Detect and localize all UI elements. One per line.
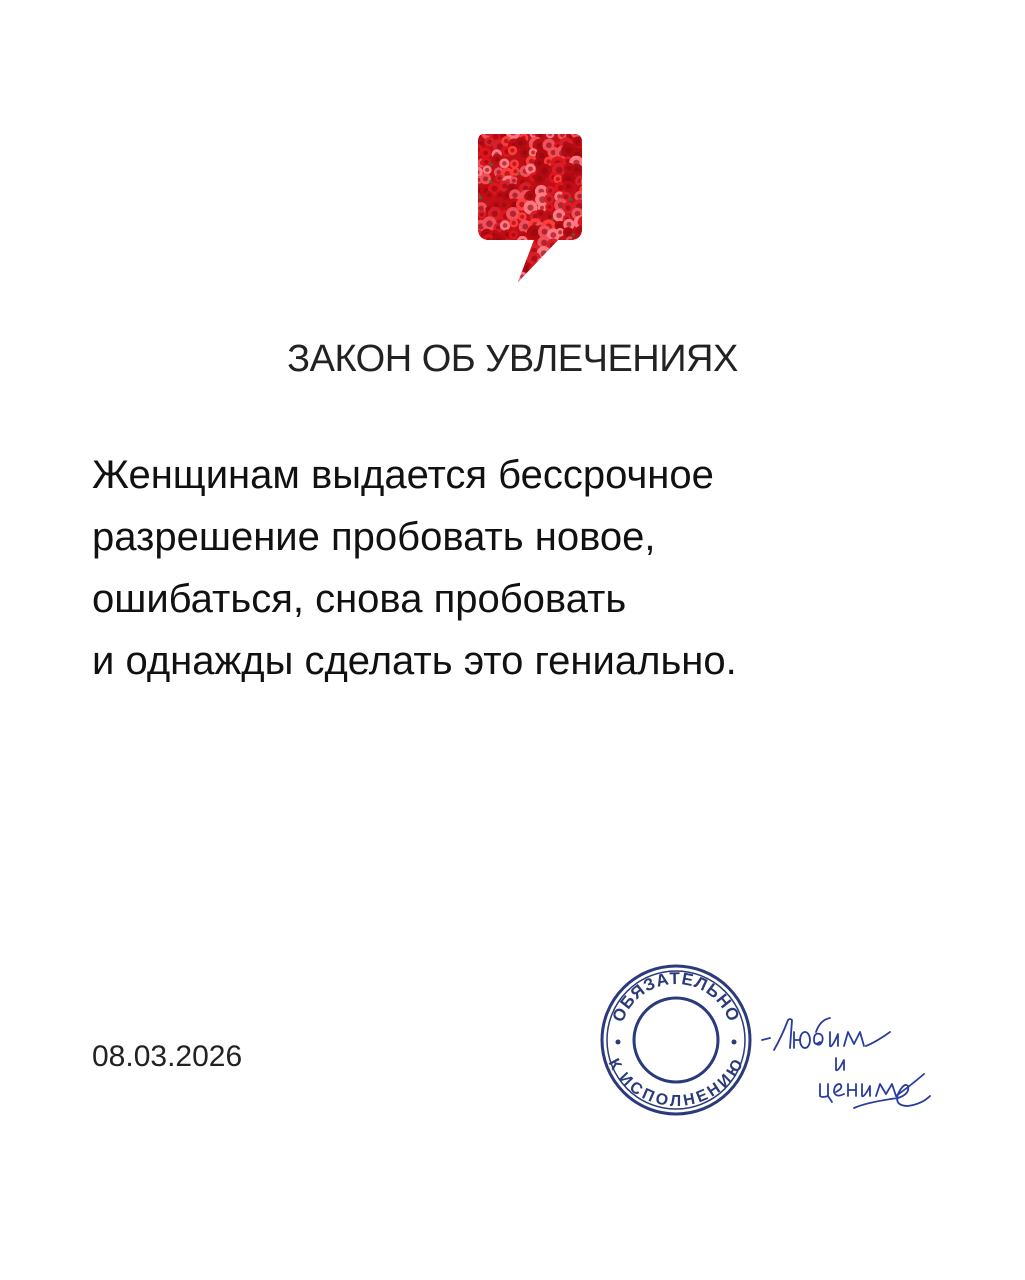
body-line: и однажды сделать это гениально. (92, 639, 737, 683)
body-line: разрешение пробовать новое, (92, 515, 656, 559)
approval-stamp (598, 962, 754, 1118)
handwritten-signature (758, 990, 938, 1110)
body-line: ошибаться, снова пробовать (92, 577, 627, 621)
stamp-bottom-text: К ИСПОЛНЕНИЮ (604, 1056, 748, 1111)
flower-speech-bubble-icon (474, 128, 586, 288)
document-body (92, 444, 952, 692)
document-date: 08.03.2026 (92, 1040, 243, 1073)
body-line: Женщинам выдается бессрочное (92, 453, 714, 497)
stamp-top-text: ОБЯЗАТЕЛЬНО (608, 968, 744, 1025)
document-title: ЗАКОН ОБ УВЛЕЧЕНИЯХ (287, 338, 738, 380)
